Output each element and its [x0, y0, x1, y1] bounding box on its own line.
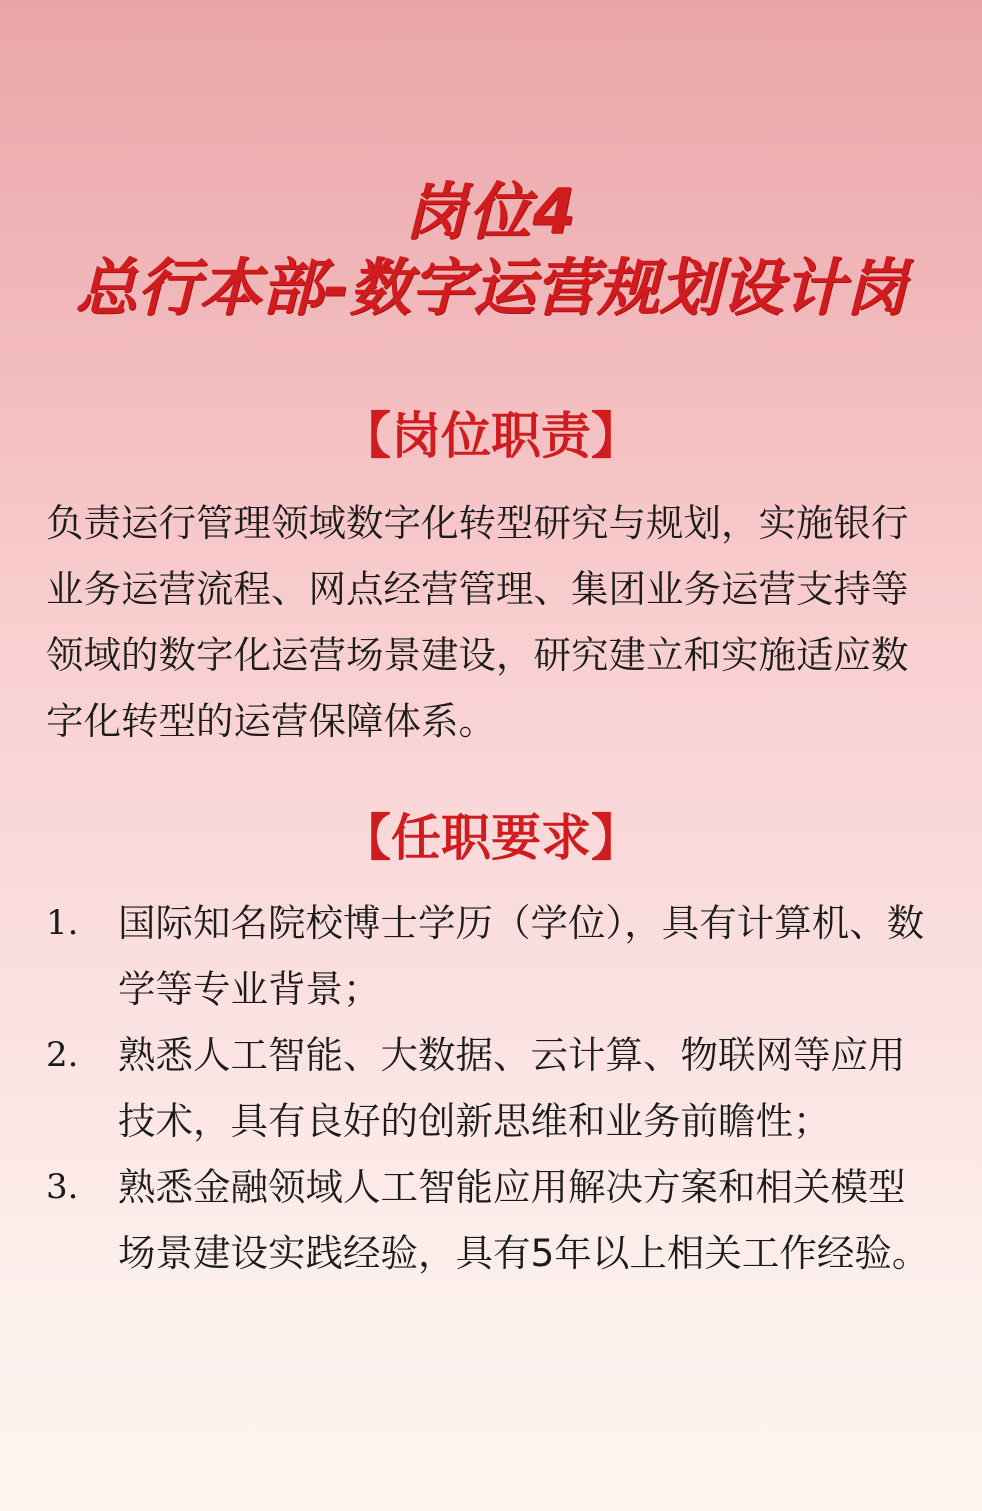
requirement-text: 熟悉人工智能、大数据、云计算、物联网等应用技术，具有良好的创新思维和业务前瞻性；	[118, 1033, 906, 1143]
requirement-number: 3.	[46, 1167, 79, 1207]
post-number-title: 岗位4	[404, 175, 578, 248]
requirement-text: 国际知名院校博士学历（学位），具有计算机、数学等专业背景；	[118, 901, 925, 1011]
requirements-heading: 【任职要求】	[341, 809, 641, 867]
requirement-item	[0, 890, 982, 1022]
post-name-title: 总行本部-数字运营规划设计岗	[75, 251, 907, 324]
duties-text: 负责运行管理领域数字化转型研究与规划，实施银行业务运营流程、网点经营管理、集团业务运营支持等领域的数字化运营场景建设，研究建立和实施适应数字化转型的运营保障体系。	[46, 501, 909, 743]
requirement-text: 熟悉金融领域人工智能应用解决方案和相关模型场景建设实践经验，具有5年以上相关工作经验。	[118, 1165, 930, 1275]
requirement-number: 2.	[46, 1035, 79, 1075]
requirements-list	[0, 890, 982, 1286]
requirement-item	[0, 1154, 982, 1286]
requirement-item	[0, 1022, 982, 1154]
duties-heading: 【岗位职责】	[341, 407, 641, 465]
requirement-number: 1.	[46, 903, 79, 943]
